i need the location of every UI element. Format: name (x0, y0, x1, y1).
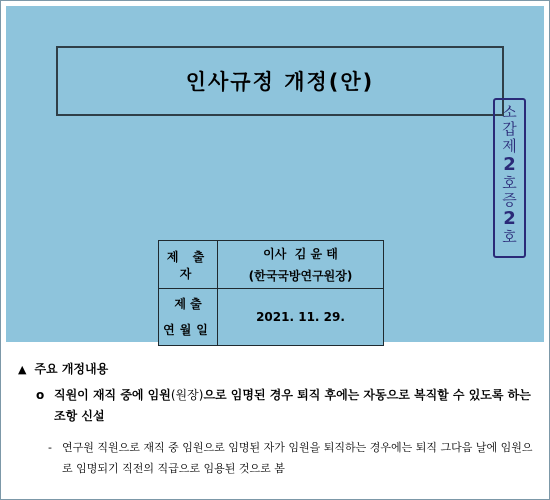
cover-panel (6, 6, 544, 342)
submission-date-label (159, 289, 218, 346)
submission-info-table (158, 240, 384, 346)
bullet-text-part: (원장) (170, 388, 204, 402)
sub-bullet (48, 437, 534, 479)
submitter-value (218, 241, 384, 289)
main-bullet (36, 385, 536, 427)
stamp-char: 호 (502, 228, 517, 246)
stamp-char: 호 (502, 174, 517, 192)
submitter-org: (한국국방연구원장) (248, 268, 353, 283)
stamp-char: 소 (502, 103, 517, 121)
submitter-label (159, 241, 218, 289)
submitter-name: 이사 김 윤 태 (263, 246, 338, 261)
date-label-char: 제 (174, 297, 186, 312)
summary-heading (18, 360, 108, 377)
stamp-char: 증 (502, 191, 517, 209)
sub-bullet-text: 연구원 직원으로 재직 중 임원으로 임명된 자가 임원을 퇴직하는 경우에는 퇴직 그다음 날에 임원으로 임명되기 직전의 직급으로 임용된 것으로 봄 (62, 441, 533, 475)
stamp-char: 갑 (502, 120, 517, 138)
submitter-label-char: 자 (179, 266, 197, 281)
stamp-char: 제 (502, 137, 517, 155)
dash-bullet-icon: - (48, 441, 52, 454)
submitter-label-char: 제 (166, 249, 184, 264)
date-label-line2: 연월일 (163, 323, 213, 338)
bullet-text-part: 직원이 재직 중에 임원 (54, 388, 171, 402)
submission-date: 2021. 11. 29. (256, 310, 345, 325)
exhibit-stamp (493, 98, 526, 258)
triangle-bullet-icon: ▲ (18, 363, 27, 376)
bullet-text-part: 으로 임명된 경우 퇴직 후에는 자동으로 복직할 수 있도록 하는 조항 신설 (54, 388, 531, 423)
summary-heading-text: 주요 개정내용 (34, 362, 109, 376)
date-label-char: 출 (190, 297, 202, 312)
submission-date-value (218, 289, 384, 346)
stamp-char: 2 (503, 208, 516, 229)
title-box (56, 46, 504, 116)
stamp-char: 2 (503, 154, 516, 175)
submitter-label-char: 출 (192, 249, 210, 264)
main-bullet-text (54, 385, 536, 427)
circle-bullet-icon: o (36, 388, 45, 402)
document-title: 인사규정 개정(안) (185, 70, 375, 94)
